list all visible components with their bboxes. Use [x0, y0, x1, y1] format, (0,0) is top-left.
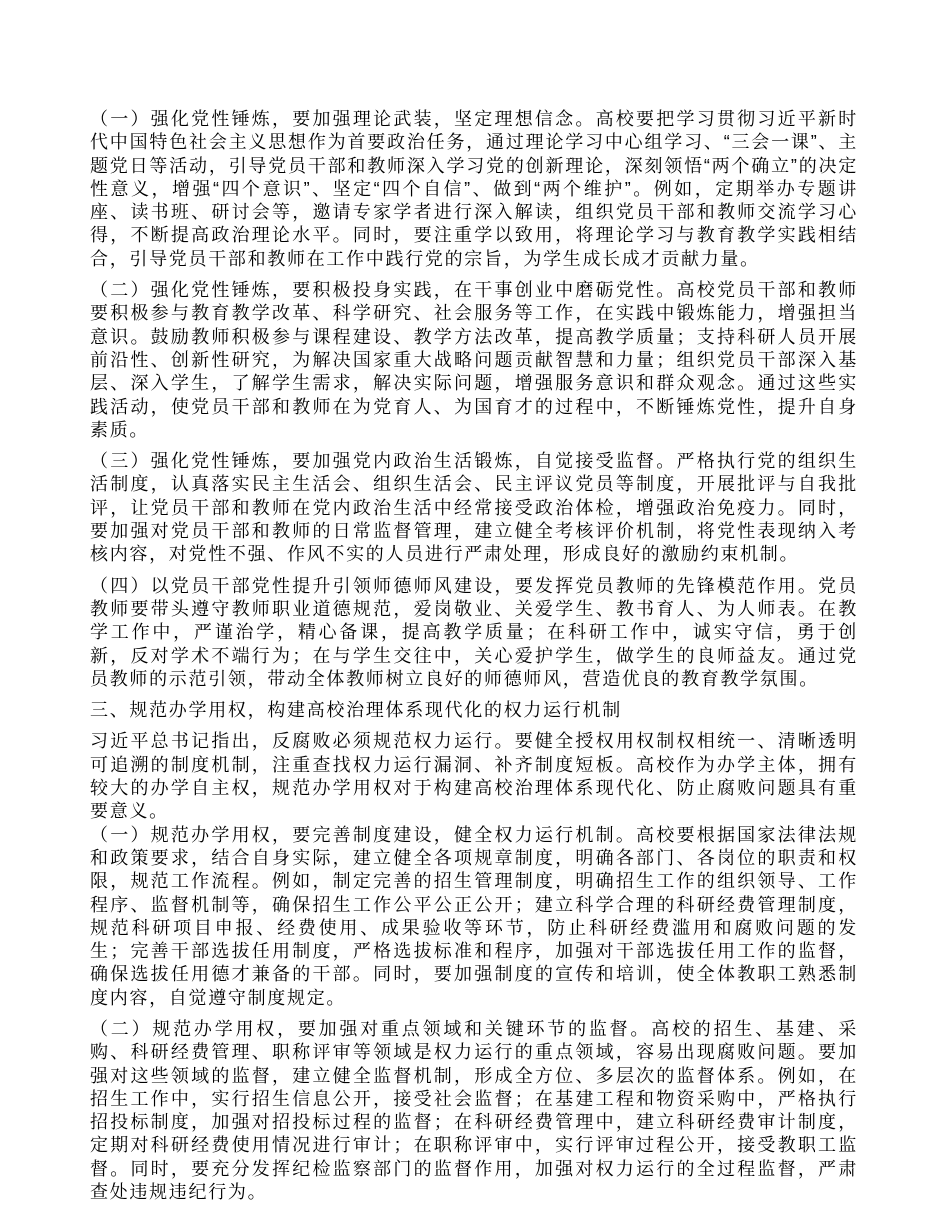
paragraph-party-spirit-1: （一）强化党性锤炼，要加强理论武装，坚定理想信念。高校要把学习贯彻习近平新时代中国特色社会主义思想作为首要政治任务，通过理论学习中心组学习、“三会一课”、主题党日等活动，引导党员干部和教师深入学习党的创新理论，深刻领悟“两个确立”的决定性意义，增强“四个意识”、坚定“四个自信”、做到“两个维护”。例如，定期举办专题讲座、读书班、研讨会等，邀请专家学者进行深入解读，组织党员干部和教师交流学习心得，不断提高政治理论水平。同时，要注重学以致用，将理论学习与教育教学实践相结合，引导党员干部和教师在工作中践行党的宗旨，为学生成长成才贡献力量。: [90, 109, 858, 269]
paragraph-power-1: （一）规范办学用权，要完善制度建设，健全权力运行机制。高校要根据国家法律法规和政策要求，结合自身实际，建立健全各项规章制度，明确各部门、各岗位的职责和权限，规范工作流程。例如，制定完善的招生管理制度，明确招生工作的组织领导、工作程序、监督机制等，确保招生工作公平公正公开；建立科学合理的科研经费管理制度，规范科研项目申报、经费使用、成果验收等环节，防止科研经费滥用和腐败问题的发生；完善干部选拔任用制度，严格选拔标准和程序，加强对干部选拔任用工作的监督，确保选拔任用德才兼备的干部。同时，要加强制度的宣传和培训，使全体教职工熟悉制度内容，自觉遵守制度规定。: [90, 824, 858, 1008]
section-heading-power-governance: 三、规范办学用权，构建高校治理体系现代化的权力运行机制: [90, 700, 622, 721]
paragraph-power-2: （二）规范办学用权，要加强对重点领域和关键环节的监督。高校的招生、基建、采购、科研经费管理、职称评审等领域是权力运行的重点领域，容易出现腐败问题。要加强对这些领域的监督，建立健全监督机制，形成全方位、多层次的监督体系。例如，在招生工作中，实行招生信息公开，接受社会监督；在基建工程和物资采购中，严格执行招投标制度，加强对招投标过程的监督；在科研经费管理中，建立科研经费审计制度，定期对科研经费使用情况进行审计；在职称评审中，实行评审过程公开，接受教职工监督。同时，要充分发挥纪检监察部门的监督作用，加强对权力运行的全过程监督，严肃查处违规违纪行为。: [90, 1018, 858, 1203]
paragraph-party-spirit-4: （四）以党员干部党性提升引领师德师风建设，要发挥党员教师的先锋模范作用。党员教师要带头遵守教师职业道德规范，爱岗敬业、关爱学生、教书育人、为人师表。在教学工作中，严谨治学，精心备课，提高教学质量；在科研工作中，诚实守信，勇于创新，反对学术不端行为；在与学生交往中，关心爱护学生，做学生的良师益友。通过党员教师的示范引领，带动全体教师树立良好的师德师风，营造优良的教育教学氛围。: [90, 575, 858, 689]
paragraph-party-spirit-3: （三）强化党性锤炼，要加强党内政治生活锻炼，自觉接受监督。严格执行党的组织生活制度，认真落实民主生活会、组织生活会、民主评议党员等制度，开展批评与自我批评，让党员干部和教师在党内政治生活中经常接受政治体检，增强政治免疫力。同时，要加强对党员干部和教师的日常监督管理，建立健全考核评价机制，将党性表现纳入考核内容，对党性不强、作风不实的人员进行严肃处理，形成良好的激励约束机制。: [90, 451, 858, 565]
paragraph-power-intro: 习近平总书记指出，反腐败必须规范权力运行。要健全授权用权制权相统一、清晰透明可追溯的制度机制，注重查找权力运行漏洞、补齐制度短板。高校作为办学主体，拥有较大的办学自主权，规范办学用权对于构建高校治理体系现代化、防止腐败问题具有重要意义。: [90, 731, 858, 822]
paragraph-party-spirit-2: （二）强化党性锤炼，要积极投身实践，在干事创业中磨砺党性。高校党员干部和教师要积极参与教育教学改革、科学研究、社会服务等工作，在实践中锻炼能力，增强担当意识。鼓励教师积极参与课程建设、教学方法改革，提高教学质量；支持科研人员开展前沿性、创新性研究，为解决国家重大战略问题贡献智慧和力量；组织党员干部深入基层、深入学生，了解学生需求，解决实际问题，增强服务意识和群众观念。通过这些实践活动，使党员干部和教师在为党育人、为国育才的过程中，不断锤炼党性，提升自身素质。: [90, 280, 858, 440]
